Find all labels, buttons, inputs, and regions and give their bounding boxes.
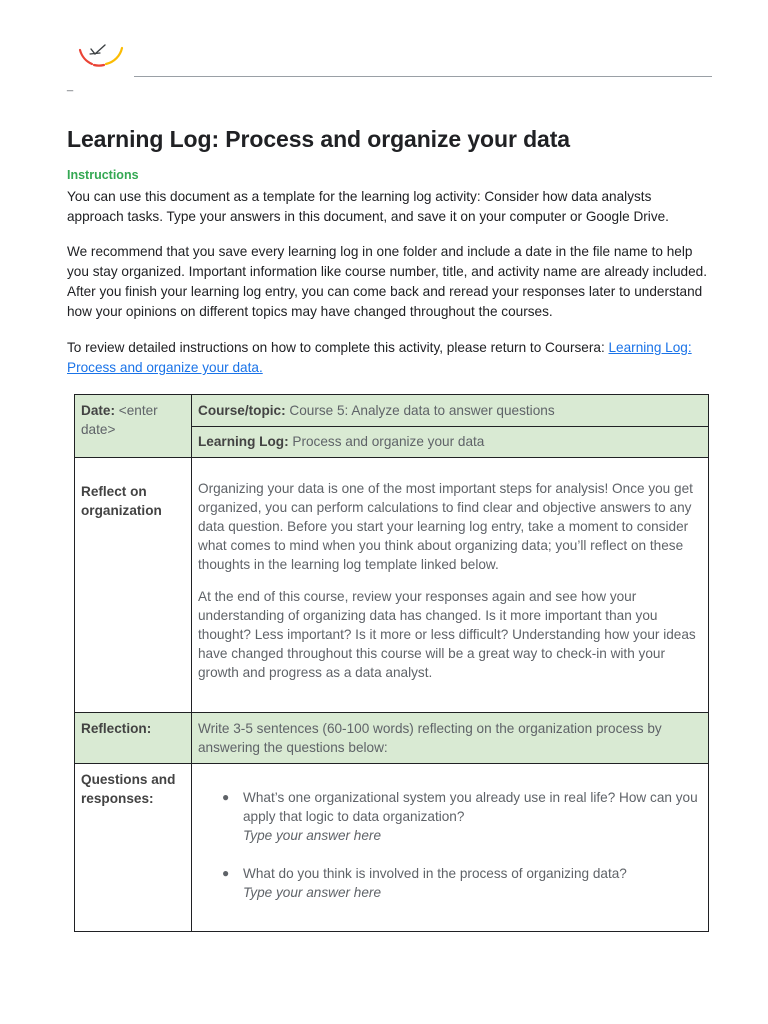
instructions-heading: Instructions xyxy=(67,168,139,182)
list-item xyxy=(222,788,702,845)
reflect-text-cell xyxy=(192,458,709,713)
course-topic-value: Course 5: Analyze data to answer questions xyxy=(285,403,555,418)
header-dash: _ xyxy=(67,80,74,92)
instructions-paragraph-1: You can use this document as a template for the learning log activity: Consider how data analysts approach tasks. Type your answers in this document, and save it on your computer or Google Drive. xyxy=(67,189,669,224)
date-value: <enter date> xyxy=(81,403,158,437)
question-text: What’s one organizational system you already use in real life? How can you apply that logic to data organization? xyxy=(243,790,698,824)
instructions-paragraph-3-text: To review detailed instructions on how to complete this activity, please return to Coursera: xyxy=(67,340,609,355)
instructions-paragraph-2: We recommend that you save every learning log in one folder and include a date in the file name to help you stay organized. Important information like course number, title, and activity name are already included. After you finish your learning log entry, you can come back and reread your responses later to understand how your opinions on different topics may have changed throughout the courses. xyxy=(67,244,707,319)
question-text: What do you think is involved in the process of organizing data? xyxy=(243,866,627,881)
answer-field[interactable]: Type your answer here xyxy=(243,828,382,843)
coursera-activity-link[interactable]: Learning Log: Process and organize your data. xyxy=(67,340,692,375)
bullet-dot-icon: ● xyxy=(222,790,230,804)
course-topic-label: Course/topic: xyxy=(198,403,286,418)
learning-log-name-cell xyxy=(192,427,709,458)
reflection-text-cell xyxy=(192,713,709,764)
bullet-dot-icon: ● xyxy=(222,866,230,880)
reflect-label-cell xyxy=(75,458,192,713)
reflect-paragraph-2: At the end of this course, review your responses again and see how your understanding of organizing data has changed. Is it more important than you thought? Less important? Is it more or less difficult? Understanding how your ideas have changed throughout this course will be a great way to check-in with your growth and progress as a data analyst. xyxy=(198,589,696,680)
reflection-label-cell xyxy=(75,713,192,764)
answer-field[interactable]: Type your answer here xyxy=(243,885,382,900)
reflect-label: Reflect on organization xyxy=(81,484,162,518)
learning-log-label: Learning Log: xyxy=(198,434,289,449)
questions-list xyxy=(222,788,702,902)
header-divider xyxy=(134,76,712,77)
questions-cell xyxy=(192,764,709,932)
reflection-label: Reflection: xyxy=(81,721,152,736)
reflect-paragraph-1: Organizing your data is one of the most important steps for analysis! Once you get organized, you can perform calculations to find clear and objective answers to any data question. Before you start your learning log entry, take a moment to consider what comes to mind when you think about organizing data; you’ll reflect on these thoughts in the learning log template linked below. xyxy=(198,481,693,572)
reflection-text: Write 3-5 sentences (60-100 words) reflecting on the organization process by answering the questions below: xyxy=(198,721,662,755)
list-item xyxy=(222,864,702,902)
google-logo-icon xyxy=(74,36,128,70)
learning-log-table xyxy=(74,394,709,932)
course-topic-cell xyxy=(192,395,709,427)
questions-label-cell xyxy=(75,764,192,932)
page-title: Learning Log: Process and organize your data xyxy=(67,126,570,152)
date-cell[interactable] xyxy=(75,395,192,458)
questions-label: Questions and responses: xyxy=(81,772,176,806)
instructions-paragraph-3 xyxy=(67,338,707,378)
learning-log-value: Process and organize your data xyxy=(288,434,485,449)
date-label: Date: xyxy=(81,403,115,418)
